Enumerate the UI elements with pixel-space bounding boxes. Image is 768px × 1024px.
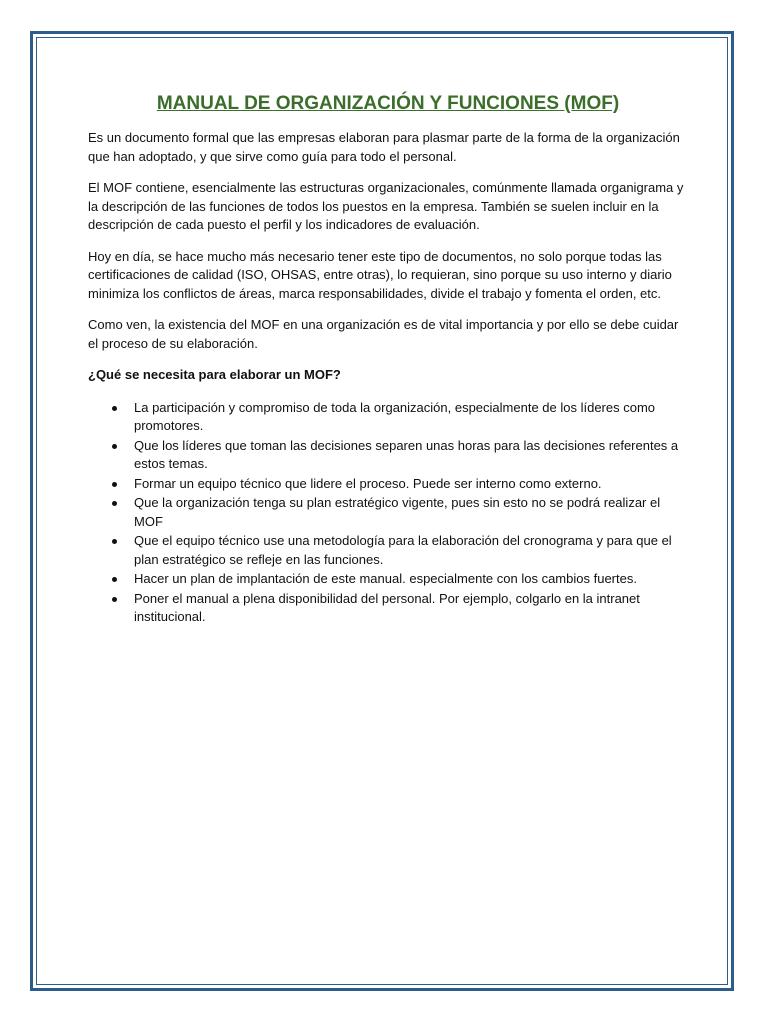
list-item: [88, 437, 688, 474]
bullet-icon: [112, 501, 117, 506]
list-item: [88, 570, 688, 589]
list-item: [88, 494, 688, 531]
list-item-text: Que el equipo técnico use una metodología para la elaboración del cronograma y para que el plan estratégico se refleje en las funciones.: [134, 533, 672, 567]
list-item-text: Formar un equipo técnico que lidere el proceso. Puede ser interno como externo.: [134, 475, 602, 491]
paragraph-importance: Hoy en día, se hace mucho más necesario tener este tipo de documentos, no solo porque todas las certificaciones de calidad (ISO, OHSAS, entre otras), lo requieran, sino porque su uso interno y diario minimiza los conflictos de áreas, marca responsabilidades, divide el trabajo y fomenta el orden, etc.: [88, 248, 672, 301]
list-item-text: Que la organización tenga su plan estratégico vigente, pues sin esto no se podrá realizar el MOF: [134, 495, 661, 529]
section-question: ¿Qué se necesita para elaborar un MOF?: [88, 367, 341, 382]
paragraph-definition: Es un documento formal que las empresas elaboran para plasmar parte de la forma de la organización que han adoptado, y que sirve como guía para todo el personal.: [88, 130, 680, 164]
bullet-icon: [112, 406, 117, 411]
bullet-icon: [112, 577, 117, 582]
list-item-text: Hacer un plan de implantación de este manual. especialmente con los cambios fuertes.: [134, 571, 637, 586]
list-item-text: Poner el manual a plena disponibilidad del personal. Por ejemplo, colgarlo en la intranet institucional.: [134, 590, 640, 624]
bullet-icon: [112, 482, 117, 487]
list-item-text: La participación y compromiso de toda la organización, especialmente de los líderes como promotores.: [134, 399, 656, 433]
document-title: MANUAL DE ORGANIZACIÓN Y FUNCIONES (MOF): [156, 93, 620, 114]
document-body: [88, 88, 688, 628]
paragraph-conclusion: Como ven, la existencia del MOF en una organización es de vital importancia y por ello se debe cuidar el proceso de su elaboración.: [88, 317, 679, 351]
bullet-icon: [112, 597, 117, 602]
requirements-list: [88, 399, 688, 627]
list-item: [88, 590, 688, 627]
list-item: [88, 532, 688, 569]
list-item-text: Que los líderes que toman las decisiones separen unas horas para las decisiones referentes a estos temas.: [134, 437, 679, 471]
list-item: [88, 399, 688, 436]
bullet-icon: [112, 444, 117, 449]
paragraph-contents: El MOF contiene, esencialmente las estructuras organizacionales, comúnmente llamada organigrama y la descripción de las funciones de todos los puestos en la empresa. También se suelen incluir en la descripción de cada puesto el perfil y los indicadores de evaluación.: [88, 180, 684, 232]
bullet-icon: [112, 539, 117, 544]
list-item: [88, 475, 688, 494]
